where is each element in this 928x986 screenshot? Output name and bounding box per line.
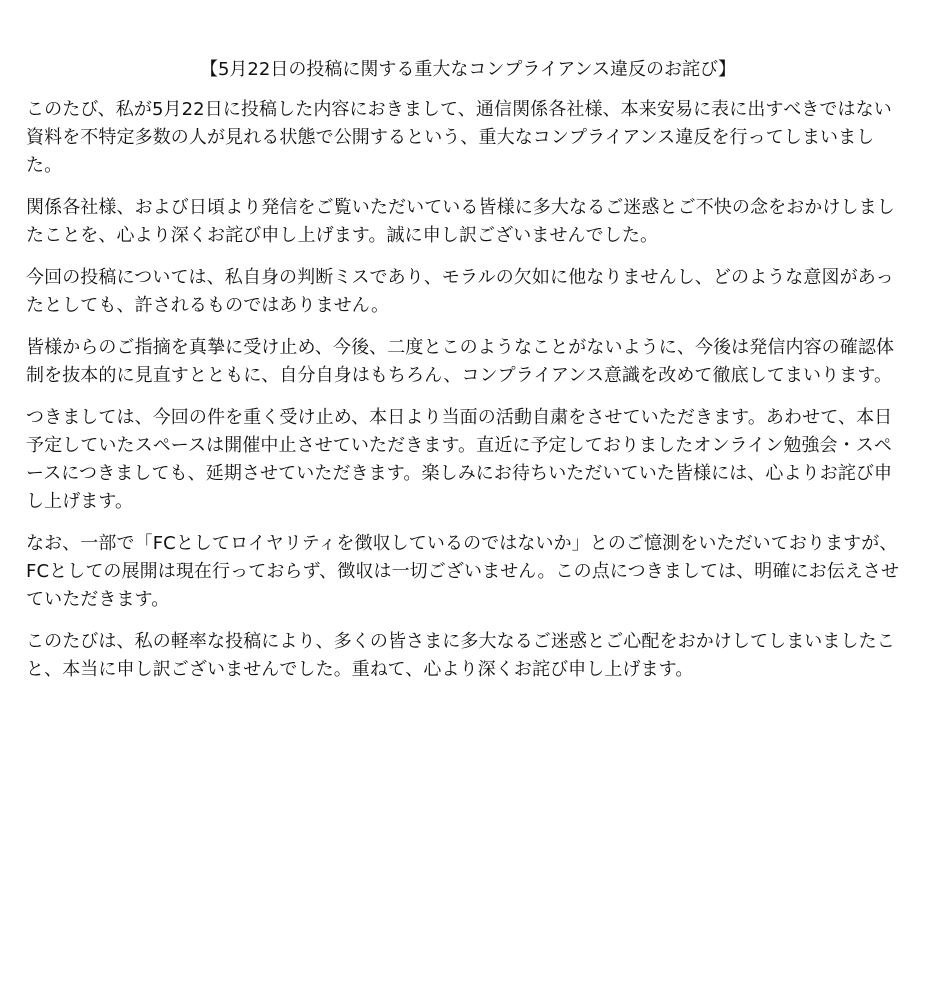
paragraph-7: このたびは、私の軽率な投稿により、多くの皆さまに多大なるご迷惑とご心配をおかけしてしまいましたこと、本当に申し訳ございませんでした。重ねて、心より深くお詫び申し上げます。 bbox=[26, 631, 895, 680]
paragraph-2: 関係各社様、および日頃より発信をご覧いただいている皆様に多大なるご迷惑とご不快の念をおかけしましたことを、心より深くお詫び申し上げます。誠に申し訳ございませんでした。 bbox=[26, 197, 895, 246]
document-title: 【5月22日の投稿に関する重大なコンプライアンス違反のお詫び】 bbox=[199, 59, 736, 80]
paragraph-4: 皆様からのご指摘を真摯に受け止め、今後、二度とこのようなことがないように、今後は発信内容の確認体制を抜本的に見直すとともに、自分自身はもちろん、コンプライアンス意識を改めて徹底してまいります。 bbox=[26, 337, 895, 386]
paragraph-6: なお、一部で「FCとしてロイヤリティを徴収しているのではないか」とのご憶測をいただいておりますが、FCとしての展開は現在行っておらず、徴収は一切ございません。この点につきましては、明確にお伝えさせていただきます。 bbox=[26, 533, 900, 610]
paragraph-5: つきましては、今回の件を重く受け止め、本日より当面の活動自粛をさせていただきます。あわせて、本日予定していたスペースは開催中止させていただきます。直近に予定しておりましたオンライン勉強会・スペースにつきましても、延期させていただきます。楽しみにお待ちいただいていた皆様には、心よりお詫び申し上げます。 bbox=[26, 407, 893, 512]
paragraph-1: このたび、私が5月22日に投稿した内容におきまして、通信関係各社様、本来安易に表に出すべきではない資料を不特定多数の人が見れる状態で公開するという、重大なコンプライアンス違反を行ってしまいました。 bbox=[26, 99, 892, 176]
paragraph-3: 今回の投稿については、私自身の判断ミスであり、モラルの欠如に他なりませんし、どのような意図があったとしても、許されるものではありません。 bbox=[26, 267, 894, 316]
apology-document bbox=[26, 56, 906, 698]
